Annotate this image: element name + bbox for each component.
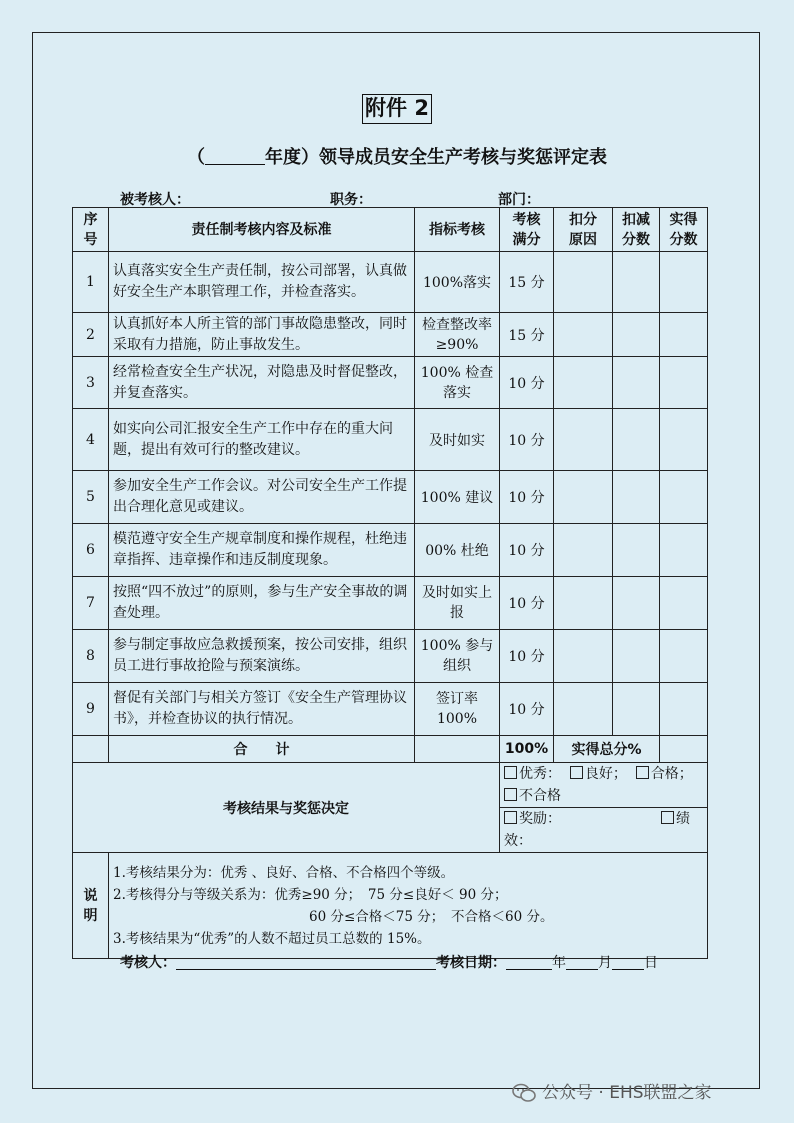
header-deduct-reason: 扣分 原因	[554, 208, 613, 252]
row-got-cell[interactable]	[660, 409, 708, 471]
table-row	[73, 357, 708, 409]
row-content: 按照“四不放过”的原则，参与生产安全事故的调查处理。	[109, 577, 415, 630]
header-content: 责任制考核内容及标准	[109, 208, 415, 252]
assessment-table	[72, 207, 708, 959]
total-actual-label: 实得总分%	[554, 736, 660, 763]
row-indicator: 00% 杜绝	[415, 524, 500, 577]
row-content: 认真抓好本人所主管的部门事故隐患整改，同时采取有力措施，防止事故发生。	[109, 313, 415, 357]
row-content: 如实向公司汇报安全生产工作中存在的重大问题，提出有效可行的整改建议。	[109, 409, 415, 471]
row-reason-cell[interactable]	[554, 683, 613, 736]
table-row	[73, 577, 708, 630]
row-deduct-cell[interactable]	[613, 630, 660, 683]
grade-pass[interactable]: 合格；	[636, 766, 693, 782]
month-input[interactable]	[566, 954, 598, 970]
notes-label: 说 明	[73, 853, 109, 959]
department-label: 部门：	[498, 192, 540, 208]
note-line-3: 60 分≤合格＜75 分； 不合格＜60 分。	[309, 908, 554, 925]
signature-line	[120, 952, 658, 972]
position-label: 职务：	[330, 192, 372, 208]
row-no: 5	[73, 471, 109, 524]
reward-options	[500, 808, 708, 853]
notes-content	[109, 853, 708, 959]
checkbox-icon[interactable]	[504, 766, 517, 779]
note-line-4: 3.考核结果为“优秀”的人数不超过员工总数的 15%。	[113, 930, 431, 947]
table-row	[73, 409, 708, 471]
checkbox-icon[interactable]	[661, 811, 674, 824]
total-row	[73, 736, 708, 763]
row-no: 9	[73, 683, 109, 736]
row-content: 参与制定事故应急救援预案，按公司安排，组织员工进行事故抢险与预案演练。	[109, 630, 415, 683]
checkbox-icon[interactable]	[636, 766, 649, 779]
table-row	[73, 252, 708, 313]
examiner-blank[interactable]	[176, 954, 436, 970]
checkbox-icon[interactable]	[504, 788, 517, 801]
row-score: 10 分	[500, 577, 554, 630]
year-input[interactable]	[506, 954, 552, 970]
row-indicator: 100%落实	[415, 252, 500, 313]
grade-excellent[interactable]: 优秀：	[504, 766, 561, 782]
table-row	[73, 524, 708, 577]
row-indicator: 及时如实上报	[415, 577, 500, 630]
row-deduct-cell[interactable]	[613, 683, 660, 736]
reward-option[interactable]: 奖励：	[504, 811, 561, 827]
row-score: 10 分	[500, 683, 554, 736]
row-got-cell[interactable]	[660, 313, 708, 357]
year-blank[interactable]	[205, 148, 265, 165]
row-score: 15 分	[500, 313, 554, 357]
row-got-cell[interactable]	[660, 630, 708, 683]
header-indicator: 指标考核	[415, 208, 500, 252]
notes-row	[73, 853, 708, 959]
total-full: 100%	[500, 736, 554, 763]
row-reason-cell[interactable]	[554, 357, 613, 409]
row-indicator: 100% 参与组织	[415, 630, 500, 683]
row-content: 经常检查安全生产状况，对隐患及时督促整改，并复查落实。	[109, 357, 415, 409]
row-indicator: 检查整改率≥90%	[415, 313, 500, 357]
checkbox-icon[interactable]	[504, 811, 517, 824]
row-no: 1	[73, 252, 109, 313]
row-content: 督促有关部门与相关方签订《安全生产管理协议书》，并检查协议的执行情况。	[109, 683, 415, 736]
row-content: 认真落实安全生产责任制，按公司部署，认真做好安全生产本职管理工作，并检查落实。	[109, 252, 415, 313]
row-score: 10 分	[500, 357, 554, 409]
attachment-label: 附件 2	[362, 94, 432, 124]
row-reason-cell[interactable]	[554, 524, 613, 577]
row-no: 2	[73, 313, 109, 357]
row-got-cell[interactable]	[660, 252, 708, 313]
row-no: 7	[73, 577, 109, 630]
row-reason-cell[interactable]	[554, 471, 613, 524]
grade-good[interactable]: 良好；	[570, 766, 627, 782]
row-deduct-cell[interactable]	[613, 471, 660, 524]
row-score: 15 分	[500, 252, 554, 313]
row-indicator: 及时如实	[415, 409, 500, 471]
row-deduct-cell[interactable]	[613, 313, 660, 357]
row-deduct-cell[interactable]	[613, 252, 660, 313]
result-label: 考核结果与奖惩决定	[73, 763, 500, 853]
row-score: 10 分	[500, 630, 554, 683]
day-label: 日	[644, 955, 658, 971]
row-got-cell[interactable]	[660, 524, 708, 577]
row-reason-cell[interactable]	[554, 630, 613, 683]
row-reason-cell[interactable]	[554, 409, 613, 471]
row-deduct-cell[interactable]	[613, 409, 660, 471]
row-no: 4	[73, 409, 109, 471]
row-deduct-cell[interactable]	[613, 524, 660, 577]
row-score: 10 分	[500, 524, 554, 577]
day-input[interactable]	[612, 954, 644, 970]
header-full-score: 考核 满分	[500, 208, 554, 252]
row-score: 10 分	[500, 409, 554, 471]
total-indicator-cell[interactable]	[415, 736, 500, 763]
row-reason-cell[interactable]	[554, 577, 613, 630]
total-label: 合 计	[109, 736, 415, 763]
form-title	[0, 143, 794, 169]
row-deduct-cell[interactable]	[613, 357, 660, 409]
year-label: 年	[552, 955, 566, 971]
table-row	[73, 313, 708, 357]
watermark: 公众号 · EHS联盟之家	[512, 1078, 712, 1103]
note-line-2: 2.考核得分与等级关系为：优秀≥90 分； 75 分≤良好＜ 90 分；	[113, 886, 508, 903]
row-content: 参加安全生产工作会议。对公司安全生产工作提出合理化意见或建议。	[109, 471, 415, 524]
table-row	[73, 471, 708, 524]
row-indicator: 100% 建议	[415, 471, 500, 524]
row-score: 10 分	[500, 471, 554, 524]
examiner-label: 考核人：	[120, 955, 176, 971]
row-reason-cell[interactable]	[554, 313, 613, 357]
month-label: 月	[598, 955, 612, 971]
grade-options	[500, 763, 708, 808]
total-actual-cell[interactable]	[660, 736, 708, 763]
result-row	[73, 763, 708, 808]
date-label: 考核日期：	[436, 955, 506, 971]
header-got-score: 实得 分数	[660, 208, 708, 252]
header-deduct-score: 扣减 分数	[613, 208, 660, 252]
row-indicator: 签订率 100%	[415, 683, 500, 736]
title-prefix: （	[187, 147, 205, 168]
row-got-cell[interactable]	[660, 577, 708, 630]
total-empty-cell	[73, 736, 109, 763]
row-got-cell[interactable]	[660, 683, 708, 736]
header-seq: 序 号	[73, 208, 109, 252]
row-got-cell[interactable]	[660, 357, 708, 409]
checkbox-icon[interactable]	[570, 766, 583, 779]
row-no: 3	[73, 357, 109, 409]
row-content: 模范遵守安全生产规章制度和操作规程，杜绝违章指挥、违章操作和违反制度现象。	[109, 524, 415, 577]
grade-fail[interactable]: 不合格	[504, 788, 561, 804]
row-indicator: 100% 检查落实	[415, 357, 500, 409]
row-reason-cell[interactable]	[554, 252, 613, 313]
row-no: 6	[73, 524, 109, 577]
header-row	[73, 208, 708, 252]
examinee-label: 被考核人：	[120, 192, 190, 208]
title-suffix: 年度）领导成员安全生产考核与奖惩评定表	[265, 147, 607, 168]
wechat-icon	[512, 1083, 536, 1103]
row-got-cell[interactable]	[660, 471, 708, 524]
performance-option[interactable]: 绩效：	[504, 811, 690, 849]
row-deduct-cell[interactable]	[613, 577, 660, 630]
row-no: 8	[73, 630, 109, 683]
note-line-1: 1.考核结果分为：优秀 、良好、合格、不合格四个等级。	[113, 864, 455, 881]
table-row	[73, 683, 708, 736]
table-row	[73, 630, 708, 683]
